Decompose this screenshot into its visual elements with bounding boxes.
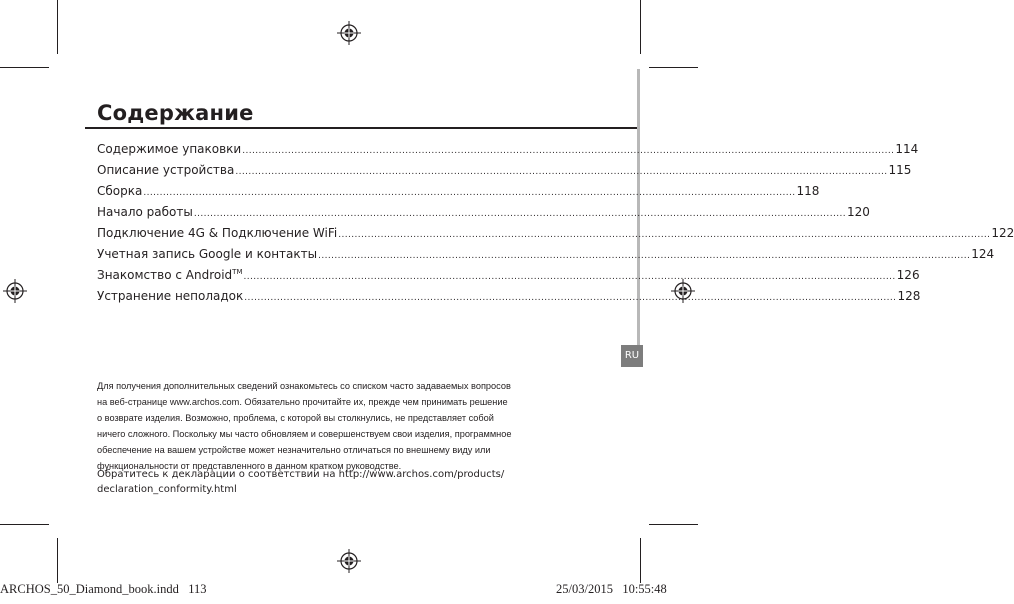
slug-filename: ARCHOS_50_Diamond_book.indd 113 (0, 582, 207, 596)
toc-leader-dots: ........................................................................................................................................................................................................ (143, 188, 796, 198)
toc-entry-title: Учетная запись Google и контакты (97, 247, 318, 261)
toc-entry-page: 118 (796, 184, 820, 198)
toc-entry-title (97, 265, 243, 286)
toc-entry-page: 126 (896, 268, 920, 282)
toc-entry-page: 124 (971, 247, 995, 261)
crop-mark-left-top (0, 67, 49, 68)
slug-timestamp: 25/03/2015 10:55:48 (556, 582, 667, 596)
toc-entry-title: Начало работы (97, 205, 193, 219)
toc-entry-page: 128 (897, 289, 921, 303)
registration-crosshair-icon (336, 548, 362, 574)
crop-mark-top-left (57, 0, 58, 54)
toc-leader-dots: ........................................................................................................................................................................................................ (193, 209, 846, 219)
toc-entry-title-text: Знакомство с Android (97, 268, 233, 282)
toc-leader-dots: ........................................................................................................................................................................................................ (242, 146, 895, 156)
toc-entry-page: 122 (991, 226, 1014, 240)
toc-leader-dots: ........................................................................................................................................................................................................ (235, 167, 888, 177)
toc-leader-dots: ........................................................................................................................................................................................................ (318, 251, 971, 261)
note-line: о возврате изделия. Возможно, проблема, с которой вы столкнулись, не представляет собой (97, 413, 494, 423)
toc-entry[interactable] (97, 139, 919, 160)
crop-mark-bottom-left (57, 538, 58, 583)
note-line: Для получения дополнительных сведений ознакомьтесь со списком часто задаваемых вопросов (97, 381, 511, 391)
note-line: на веб-странице www.archos.com. Обязательно прочитайте их, прежде чем принимать решение (97, 397, 508, 407)
crop-mark-top-right (640, 0, 641, 54)
toc-leader-dots: ........................................................................................................................................................................................................ (244, 293, 897, 303)
crop-mark-left-bottom (0, 524, 49, 525)
toc-entry[interactable] (97, 223, 1014, 244)
declaration-line: declaration_conformity.html (97, 484, 237, 495)
language-tab: RU (621, 345, 643, 367)
toc-entry-title: Описание устройства (97, 163, 235, 177)
note-line: обеспечение на вашем устройстве может незначительно отличаться по внешнему виду или (97, 445, 491, 455)
toc-entry-title: Устранение неполадок (97, 289, 244, 303)
toc-entry[interactable] (97, 181, 820, 202)
page-title: Содержание (97, 101, 254, 125)
faq-note (97, 378, 637, 474)
toc-leader-dots: ........................................................................................................................................................................................................ (338, 230, 991, 240)
toc-entry-title: Сборка (97, 184, 143, 198)
toc-entry-title: Подключение 4G & Подключение WiFi (97, 226, 338, 240)
toc-entry-page: 114 (895, 142, 919, 156)
toc-entry-page: 115 (888, 163, 912, 177)
title-underline (85, 127, 637, 129)
table-of-contents (97, 139, 1014, 307)
crop-mark-right-top (649, 67, 698, 68)
note-line: ничего сложного. Поскольку мы часто обновляем и совершенствуем свои изделия, программное (97, 429, 512, 439)
note-line: функциональности от представленного в данном кратком руководстве. (97, 461, 402, 471)
registration-crosshair-icon (2, 278, 28, 304)
trademark-superscript: TM (232, 268, 243, 276)
toc-entry[interactable] (97, 265, 920, 286)
toc-leader-dots: ........................................................................................................................................................................................................ (243, 272, 896, 282)
toc-entry[interactable] (97, 244, 995, 265)
crop-mark-bottom-right (640, 538, 641, 583)
declaration-line: Обратитесь к декларации о соответствии на http://www.archos.com/products/ (97, 469, 505, 480)
toc-entry[interactable] (97, 202, 870, 223)
toc-entry-title: Содержимое упаковки (97, 142, 242, 156)
crop-mark-right-bottom (649, 524, 698, 525)
declaration-note (97, 467, 637, 497)
registration-crosshair-icon (336, 20, 362, 46)
toc-entry[interactable] (97, 160, 912, 181)
toc-entry-page: 120 (847, 205, 870, 219)
toc-entry[interactable] (97, 286, 921, 307)
